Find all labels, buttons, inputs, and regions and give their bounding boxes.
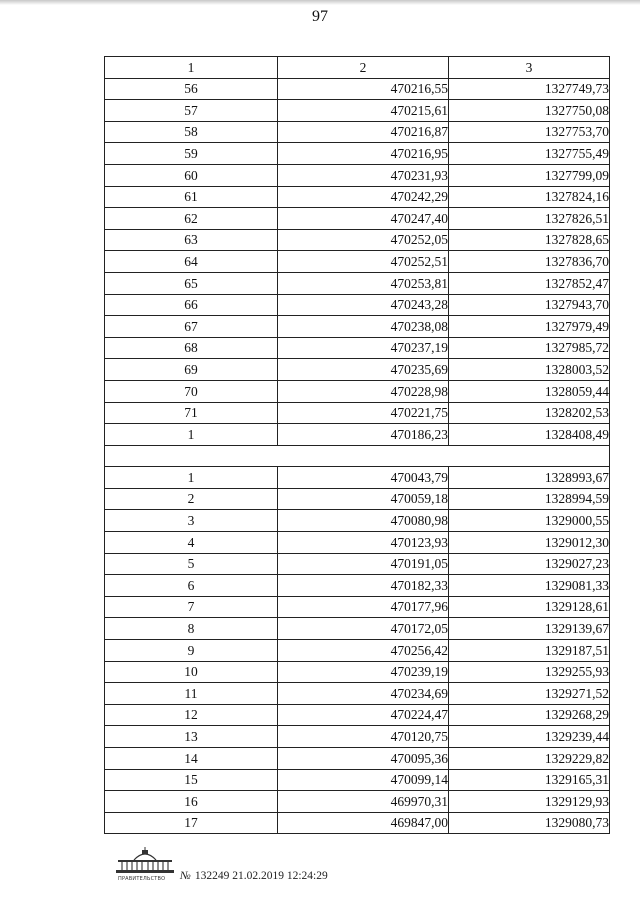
point-number-cell: 7: [105, 596, 278, 618]
point-number-cell: 12: [105, 704, 278, 726]
separator-cell: [105, 445, 610, 467]
x-coordinate-cell: 470216,55: [278, 78, 449, 100]
y-coordinate-cell: 1327755,49: [449, 143, 610, 165]
point-number-cell: 13: [105, 726, 278, 748]
y-coordinate-cell: 1328994,59: [449, 488, 610, 510]
table-row: [105, 100, 610, 122]
y-coordinate-cell: 1329239,44: [449, 726, 610, 748]
point-number-cell: 64: [105, 251, 278, 273]
table-row: [105, 229, 610, 251]
x-coordinate-cell: 470253,81: [278, 272, 449, 294]
column-header-2: 2: [278, 57, 449, 79]
table-row: [105, 359, 610, 381]
point-number-cell: 68: [105, 337, 278, 359]
table-row: [105, 467, 610, 489]
x-coordinate-cell: 470224,47: [278, 704, 449, 726]
table-row: [105, 748, 610, 770]
x-coordinate-cell: 470191,05: [278, 553, 449, 575]
x-coordinate-cell: 470243,28: [278, 294, 449, 316]
y-coordinate-cell: 1327799,09: [449, 164, 610, 186]
x-coordinate-cell: 470228,98: [278, 380, 449, 402]
y-coordinate-cell: 1329012,30: [449, 532, 610, 554]
y-coordinate-cell: 1327826,51: [449, 208, 610, 230]
table-row: [105, 78, 610, 100]
point-number-cell: 67: [105, 316, 278, 338]
point-number-cell: 17: [105, 812, 278, 834]
table-row: [105, 121, 610, 143]
x-coordinate-cell: 470239,19: [278, 661, 449, 683]
x-coordinate-cell: 470247,40: [278, 208, 449, 230]
y-coordinate-cell: 1327749,73: [449, 78, 610, 100]
y-coordinate-cell: 1327750,08: [449, 100, 610, 122]
registration-info: 132249 21.02.2019 12:24:29: [194, 870, 328, 882]
table-row: [105, 769, 610, 791]
y-coordinate-cell: 1329081,33: [449, 575, 610, 597]
x-coordinate-cell: 470256,42: [278, 640, 449, 662]
x-coordinate-cell: 470186,23: [278, 424, 449, 446]
column-header-1: 1: [105, 57, 278, 79]
scan-edge-shadow: [0, 0, 640, 5]
point-number-cell: 3: [105, 510, 278, 532]
table-row: [105, 791, 610, 813]
table-row: [105, 661, 610, 683]
table-row: [105, 596, 610, 618]
x-coordinate-cell: 470123,93: [278, 532, 449, 554]
emblem-icon: [112, 846, 178, 876]
point-number-cell: 14: [105, 748, 278, 770]
table-row: [105, 618, 610, 640]
table-row: [105, 272, 610, 294]
y-coordinate-cell: 1328202,53: [449, 402, 610, 424]
x-coordinate-cell: 470095,36: [278, 748, 449, 770]
point-number-cell: 1: [105, 424, 278, 446]
x-coordinate-cell: 470221,75: [278, 402, 449, 424]
x-coordinate-cell: 470235,69: [278, 359, 449, 381]
y-coordinate-cell: 1328003,52: [449, 359, 610, 381]
y-coordinate-cell: 1329165,31: [449, 769, 610, 791]
y-coordinate-cell: 1327943,70: [449, 294, 610, 316]
point-number-cell: 63: [105, 229, 278, 251]
point-number-cell: 5: [105, 553, 278, 575]
point-number-cell: 4: [105, 532, 278, 554]
x-coordinate-cell: 470252,51: [278, 251, 449, 273]
table-row: [105, 704, 610, 726]
x-coordinate-cell: 470216,95: [278, 143, 449, 165]
table-header-row: [105, 57, 610, 79]
table-row: [105, 164, 610, 186]
point-number-cell: 71: [105, 402, 278, 424]
x-coordinate-cell: 470059,18: [278, 488, 449, 510]
point-number-cell: 70: [105, 380, 278, 402]
table-row: [105, 186, 610, 208]
y-coordinate-cell: 1329268,29: [449, 704, 610, 726]
y-coordinate-cell: 1329187,51: [449, 640, 610, 662]
y-coordinate-cell: 1327852,47: [449, 272, 610, 294]
table-row: [105, 553, 610, 575]
table-row: [105, 143, 610, 165]
page-number: 97: [312, 8, 328, 25]
table-row: [105, 640, 610, 662]
x-coordinate-cell: 470177,96: [278, 596, 449, 618]
x-coordinate-cell: 470231,93: [278, 164, 449, 186]
table-row: [105, 380, 610, 402]
point-number-cell: 9: [105, 640, 278, 662]
point-number-cell: 10: [105, 661, 278, 683]
x-coordinate-cell: 470080,98: [278, 510, 449, 532]
y-coordinate-cell: 1329229,82: [449, 748, 610, 770]
y-coordinate-cell: 1327979,49: [449, 316, 610, 338]
point-number-cell: 58: [105, 121, 278, 143]
table-row: [105, 402, 610, 424]
x-coordinate-cell: 470172,05: [278, 618, 449, 640]
separator-row: [105, 445, 610, 467]
point-number-cell: 65: [105, 272, 278, 294]
point-number-cell: 1: [105, 467, 278, 489]
table-row: [105, 683, 610, 705]
coordinates-table-body: [105, 57, 610, 834]
point-number-cell: 62: [105, 208, 278, 230]
document-registration-stamp: [180, 870, 328, 882]
point-number-cell: 16: [105, 791, 278, 813]
y-coordinate-cell: 1329000,55: [449, 510, 610, 532]
point-number-cell: 11: [105, 683, 278, 705]
x-coordinate-cell: 470252,05: [278, 229, 449, 251]
table-row: [105, 575, 610, 597]
y-coordinate-cell: 1328059,44: [449, 380, 610, 402]
x-coordinate-cell: 470234,69: [278, 683, 449, 705]
x-coordinate-cell: 470242,29: [278, 186, 449, 208]
y-coordinate-cell: 1327828,65: [449, 229, 610, 251]
x-coordinate-cell: 470120,75: [278, 726, 449, 748]
table-row: [105, 488, 610, 510]
y-coordinate-cell: 1329027,23: [449, 553, 610, 575]
table-row: [105, 294, 610, 316]
y-coordinate-cell: 1327836,70: [449, 251, 610, 273]
y-coordinate-cell: 1328993,67: [449, 467, 610, 489]
y-coordinate-cell: 1329129,93: [449, 791, 610, 813]
x-coordinate-cell: 470237,19: [278, 337, 449, 359]
point-number-cell: 61: [105, 186, 278, 208]
table-row: [105, 424, 610, 446]
y-coordinate-cell: 1329139,67: [449, 618, 610, 640]
y-coordinate-cell: 1327824,16: [449, 186, 610, 208]
table-row: [105, 510, 610, 532]
table-row: [105, 726, 610, 748]
table-row: [105, 251, 610, 273]
point-number-cell: 2: [105, 488, 278, 510]
y-coordinate-cell: 1329080,73: [449, 812, 610, 834]
y-coordinate-cell: 1329255,93: [449, 661, 610, 683]
point-number-cell: 59: [105, 143, 278, 165]
point-number-cell: 57: [105, 100, 278, 122]
x-coordinate-cell: 470216,87: [278, 121, 449, 143]
point-number-cell: 69: [105, 359, 278, 381]
x-coordinate-cell: 470238,08: [278, 316, 449, 338]
point-number-cell: 15: [105, 769, 278, 791]
number-sign: №: [180, 870, 191, 882]
x-coordinate-cell: 470215,61: [278, 100, 449, 122]
x-coordinate-cell: 470182,33: [278, 575, 449, 597]
point-number-cell: 6: [105, 575, 278, 597]
table-row: [105, 337, 610, 359]
y-coordinate-cell: 1329271,52: [449, 683, 610, 705]
y-coordinate-cell: 1327985,72: [449, 337, 610, 359]
y-coordinate-cell: 1328408,49: [449, 424, 610, 446]
coordinates-table: [104, 56, 610, 834]
table-row: [105, 316, 610, 338]
point-number-cell: 8: [105, 618, 278, 640]
y-coordinate-cell: 1327753,70: [449, 121, 610, 143]
column-header-3: 3: [449, 57, 610, 79]
x-coordinate-cell: 469970,31: [278, 791, 449, 813]
x-coordinate-cell: 470099,14: [278, 769, 449, 791]
point-number-cell: 66: [105, 294, 278, 316]
table-row: [105, 532, 610, 554]
x-coordinate-cell: 470043,79: [278, 467, 449, 489]
table-row: [105, 208, 610, 230]
y-coordinate-cell: 1329128,61: [449, 596, 610, 618]
point-number-cell: 56: [105, 78, 278, 100]
stamp-caption: ПРАВИТЕЛЬСТВО: [118, 876, 166, 882]
point-number-cell: 60: [105, 164, 278, 186]
x-coordinate-cell: 469847,00: [278, 812, 449, 834]
table-row: [105, 812, 610, 834]
